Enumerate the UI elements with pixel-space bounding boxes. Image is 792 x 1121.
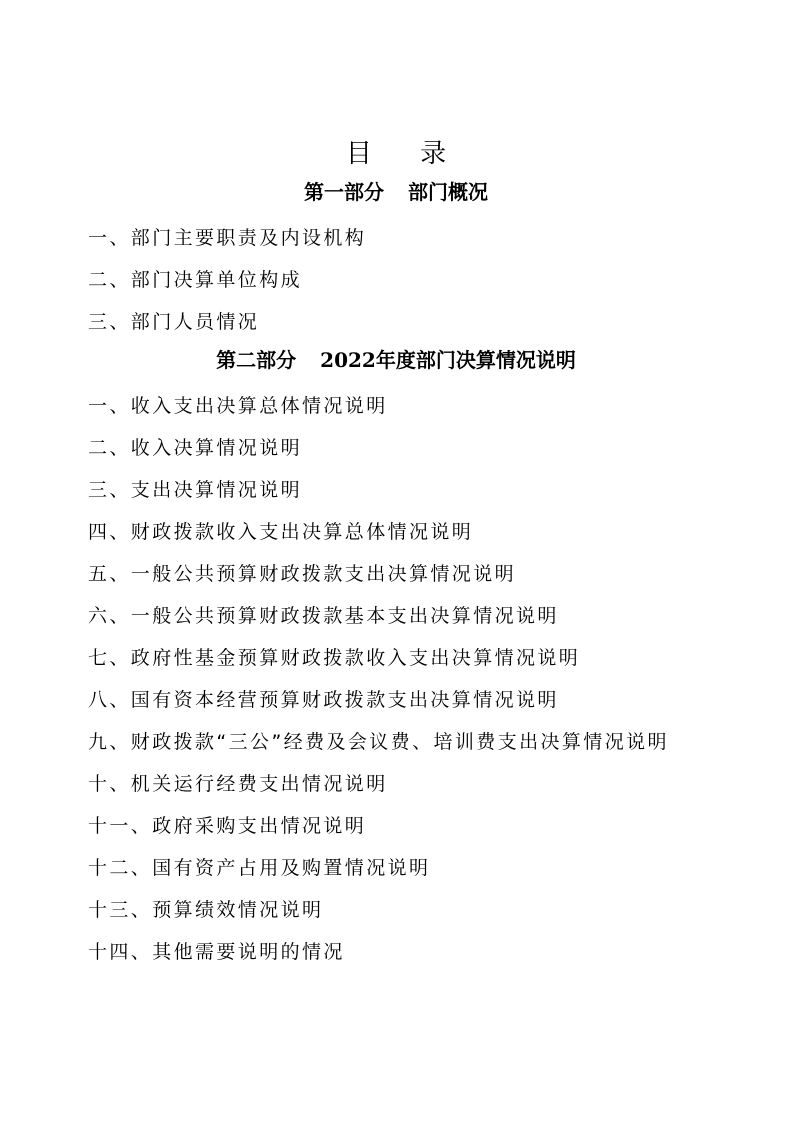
part1-heading bbox=[0, 178, 792, 206]
toc-item-part2-4[interactable]: 四、财政拨款收入支出决算总体情况说明 bbox=[88, 521, 474, 543]
toc-item-part2-3[interactable]: 三、支出决算情况说明 bbox=[88, 479, 303, 501]
toc-item-part2-13[interactable]: 十三、预算绩效情况说明 bbox=[88, 899, 324, 921]
toc-item-part1-1[interactable]: 一、部门主要职责及内设机构 bbox=[88, 227, 367, 249]
toc-item-part2-11[interactable]: 十一、政府采购支出情况说明 bbox=[88, 815, 367, 837]
toc-item-part2-12[interactable]: 十二、国有资产占用及购置情况说明 bbox=[88, 857, 431, 879]
part2-label: 第二部分 bbox=[216, 348, 297, 372]
toc-item-part2-7[interactable]: 七、政府性基金预算财政拨款收入支出决算情况说明 bbox=[88, 647, 581, 669]
toc-item-part1-3[interactable]: 三、部门人员情况 bbox=[88, 311, 260, 333]
toc-item-part2-10[interactable]: 十、机关运行经费支出情况说明 bbox=[88, 773, 388, 795]
toc-item-part2-2[interactable]: 二、收入决算情况说明 bbox=[88, 437, 303, 459]
page-title: 目 录 bbox=[345, 139, 467, 169]
part2-name: 2022年度部门决算情况说明 bbox=[320, 348, 576, 372]
toc-item-part2-9[interactable]: 九、财政拨款“三公”经费及会议费、培训费支出决算情况说明 bbox=[88, 731, 669, 753]
toc-item-part2-6[interactable]: 六、一般公共预算财政拨款基本支出决算情况说明 bbox=[88, 605, 559, 627]
part2-heading bbox=[0, 346, 792, 374]
toc-item-part2-5[interactable]: 五、一般公共预算财政拨款支出决算情况说明 bbox=[88, 563, 517, 585]
part1-label: 第一部分 bbox=[304, 180, 384, 204]
toc-item-part1-2[interactable]: 二、部门决算单位构成 bbox=[88, 269, 303, 291]
toc-item-part2-1[interactable]: 一、收入支出决算总体情况说明 bbox=[88, 395, 388, 417]
toc-item-part2-8[interactable]: 八、国有资本经营预算财政拨款支出决算情况说明 bbox=[88, 689, 559, 711]
part1-name: 部门概况 bbox=[408, 180, 488, 204]
toc-item-part2-14[interactable]: 十四、其他需要说明的情况 bbox=[88, 941, 345, 963]
